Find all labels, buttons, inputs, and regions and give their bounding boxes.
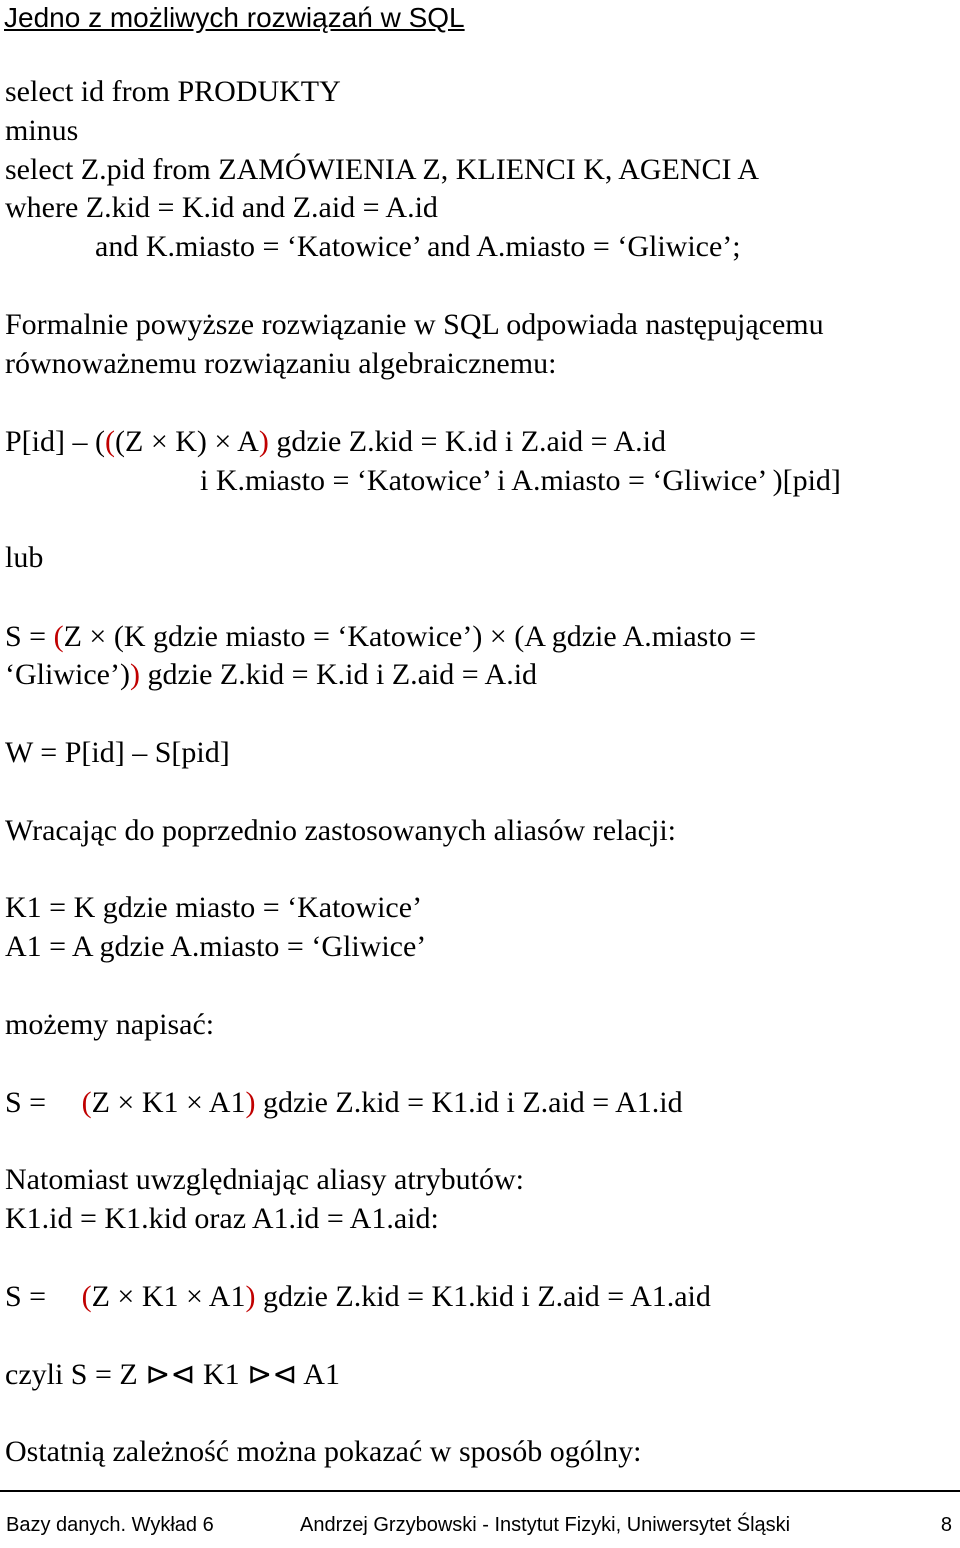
- expr-paren-close: ): [258, 425, 269, 458]
- expr4-condition: gdzie Z.kid = K1.kid i Z.aid = A1.aid: [255, 1280, 711, 1313]
- expr-s-prefix: S =: [5, 620, 54, 653]
- formal-line-1: Formalnie powyższe rozwiązanie w SQL odpowiada następującemu: [5, 308, 824, 341]
- sql-line-2: minus: [5, 114, 79, 147]
- natomiast-line-2: K1.id = K1.kid oraz A1.id = A1.aid:: [5, 1202, 439, 1235]
- expr4-paren-close: ): [245, 1280, 256, 1313]
- expr-condition: gdzie Z.kid = K.id i Z.aid = A.id: [268, 425, 666, 458]
- alias-a1: A1 = A gdzie A.miasto = ‘Gliwice’: [5, 930, 427, 963]
- mozemy-text: możemy napisać:: [5, 1008, 215, 1041]
- natomiast-line-1: Natomiast uwzględniając aliasy atrybutów:: [5, 1163, 525, 1196]
- footer-page-number: 8: [940, 1514, 952, 1536]
- expr-s-body: Z × (K gdzie miasto = ‘Katowice’) × (A gdzie A.miasto =: [63, 620, 757, 653]
- page-heading: Jedno z możliwych rozwiązań w SQL: [4, 2, 465, 33]
- formal-line-2: równoważnemu rozwiązaniu algebraicznemu:: [5, 347, 557, 380]
- page-footer: [0, 1490, 960, 1548]
- czyli-join: czyli S = Z ⊳⊲ K1 ⊳⊲ A1: [5, 1358, 340, 1391]
- expr3-paren-open: (: [81, 1086, 92, 1119]
- expression-s-alias: [5, 1085, 683, 1121]
- expr3-condition: gdzie Z.kid = K1.id i Z.aid = A1.id: [255, 1086, 683, 1119]
- alias-k1: K1 = K gdzie miasto = ‘Katowice’: [5, 891, 423, 924]
- expression-s-cont: [5, 657, 537, 693]
- expr-s-gliwice: ‘Gliwice’): [5, 658, 130, 691]
- expression-s: [5, 619, 756, 655]
- expr-paren-open: (: [105, 425, 115, 458]
- expr-s-paren-open: (: [53, 620, 64, 653]
- expr-prefix: P[id] – (: [5, 425, 105, 458]
- expr3-paren-close: ): [245, 1086, 256, 1119]
- expr-s-condition: gdzie Z.kid = K.id i Z.aid = A.id: [139, 658, 538, 691]
- expr4-paren-open: (: [81, 1280, 92, 1313]
- expression-s-attr: [5, 1279, 711, 1315]
- expr-product: (Z × K) × A: [115, 425, 259, 458]
- sql-line-1: select id from PRODUKTY: [5, 75, 341, 108]
- expr3-prefix: S =: [5, 1086, 54, 1119]
- expr4-prefix: S =: [5, 1280, 54, 1313]
- sql-line-5: and K.miasto = ‘Katowice’ and A.miasto = ‘Gliwice’;: [95, 230, 741, 263]
- expr4-product: Z × K1 × A1: [91, 1280, 246, 1313]
- expr-s-paren-close: ): [129, 658, 140, 691]
- sql-line-4: where Z.kid = K.id and Z.aid = A.id: [5, 191, 438, 224]
- expr3-product: Z × K1 × A1: [91, 1086, 246, 1119]
- expression-projection: [5, 424, 666, 460]
- footer-course: Bazy danych. Wykład 6: [6, 1514, 214, 1536]
- footer-author: Andrzej Grzybowski - Instytut Fizyki, Uniwersytet Śląski: [300, 1514, 791, 1536]
- w-equation: W = P[id] – S[pid]: [5, 736, 230, 769]
- wracajac-text: Wracając do poprzednio zastosowanych aliasów relacji:: [5, 814, 677, 847]
- expression-projection-cont: i K.miasto = ‘Katowice’ i A.miasto = ‘Gliwice’ )[pid]: [200, 464, 841, 497]
- lub-text: lub: [5, 541, 44, 574]
- ostatnia-text: Ostatnią zależność można pokazać w sposób ogólny:: [5, 1435, 642, 1468]
- sql-line-3: select Z.pid from ZAMÓWIENIA Z, KLIENCI K, AGENCI A: [5, 153, 760, 186]
